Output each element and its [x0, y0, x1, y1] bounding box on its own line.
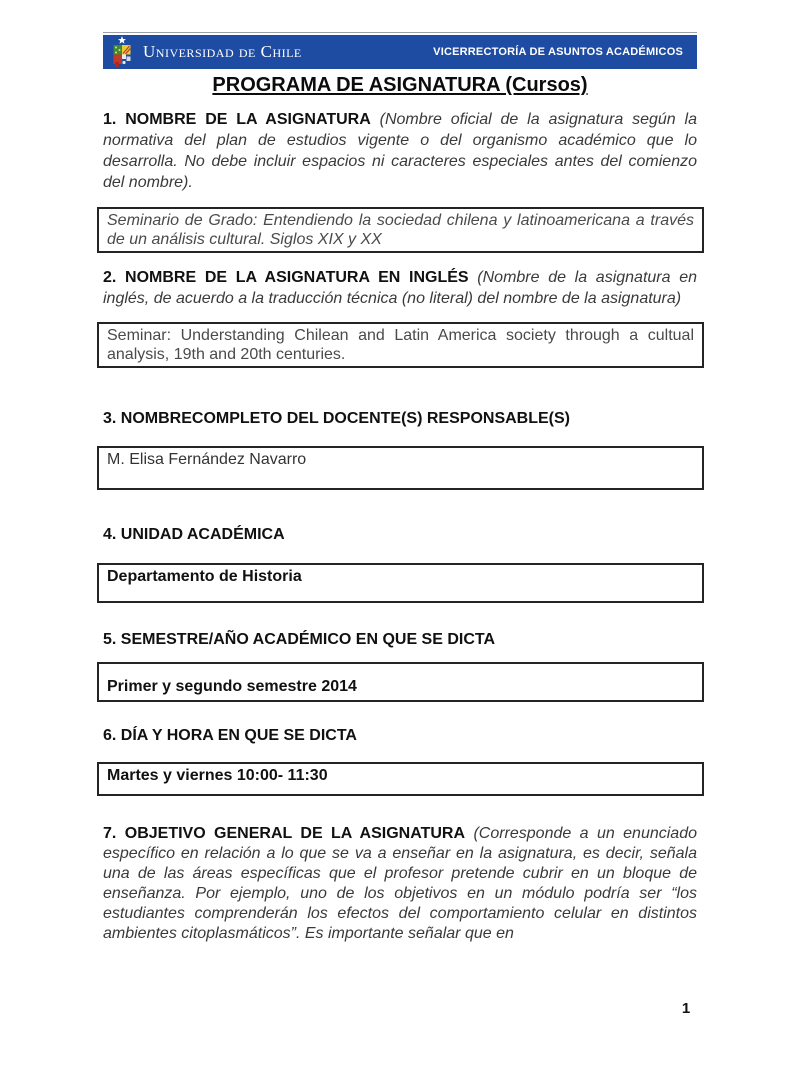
section-3-heading: 3. NOMBRECOMPLETO DEL DOCENTE(S) RESPONSABLE(S) [103, 410, 570, 427]
header-top-rule [103, 32, 697, 33]
document-title: PROGRAMA DE ASIGNATURA (Cursos) [212, 74, 588, 96]
university-wordmark: Universidad de Chile [143, 42, 302, 61]
section-7-heading: 7. OBJETIVO GENERAL DE LA ASIGNATURA [103, 825, 466, 842]
section-2-value-box [97, 322, 704, 368]
section-4-value: Departamento de Historia [107, 568, 302, 585]
header-banner [103, 35, 697, 69]
section-5-heading: 5. SEMESTRE/AÑO ACADÉMICO EN QUE SE DICTA [103, 631, 496, 648]
university-logo-icon [110, 35, 134, 67]
page-number: 1 [681, 1000, 691, 1017]
section-2-note: (Nombre de la asignatura en inglés, de acuerdo a la traducción técnica (no literal) del nombre de la asignatura) [103, 269, 698, 307]
section-4-paragraph [103, 524, 697, 545]
section-5-paragraph [103, 629, 697, 650]
section-1-value-box [97, 207, 704, 253]
vicerrectoria-label: VICERRECTORÍA DE ASUNTOS ACADÉMICOS [433, 46, 683, 58]
section-2-heading: 2. NOMBRE DE LA ASIGNATURA EN INGLÉS [103, 269, 469, 286]
section-1-note: (Nombre oficial de la asignatura según la normativa del plan de estudios vigente o del organismo académico que lo desarrolla. No debe incluir espacios ni caracteres especiales antes del comienzo del nombre). [103, 111, 697, 191]
section-2-paragraph [103, 267, 697, 309]
section-6-value: Martes y viernes 10:00- 11:30 [107, 767, 328, 784]
section-3-value-box [97, 446, 704, 490]
section-6-heading: 6. DÍA Y HORA EN QUE SE DICTA [103, 727, 357, 744]
section-4-heading: 4. UNIDAD ACADÉMICA [103, 526, 285, 543]
section-1-value: Seminario de Grado: Entendiendo la sociedad chilena y latinoamericana a través de un análisis cultural. Siglos XIX y XX [107, 212, 694, 248]
section-7-note: (Corresponde a un enunciado específico en relación a lo que se va a enseñar en la asignatura, es decir, señala una de las áreas específicas que el profesor pretende cubrir en un bloque de enseñanza. Por ejemplo, uno de los objetivos en un módulo podría ser “los estudiantes comprenderán los efectos del comportamiento celular en distintos ambientes citoplasmáticos”. Es importante señalar que en [103, 825, 697, 942]
section-4-value-box [97, 563, 704, 603]
section-2-value: Seminar: Understanding Chilean and Latin America society through a cultual analysis, 19th and 20th centuries. [107, 327, 694, 363]
section-3-value: M. Elisa Fernández Navarro [107, 451, 307, 468]
section-6-value-box [97, 762, 704, 796]
section-5-value-box [97, 662, 704, 702]
section-1-paragraph [103, 109, 697, 193]
section-3-paragraph [103, 408, 697, 429]
section-5-value: Primer y segundo semestre 2014 [107, 678, 357, 695]
section-7-paragraph [103, 824, 697, 944]
section-1-heading: 1. NOMBRE DE LA ASIGNATURA [103, 111, 371, 128]
document-page [0, 32, 800, 1067]
section-6-paragraph [103, 725, 697, 746]
